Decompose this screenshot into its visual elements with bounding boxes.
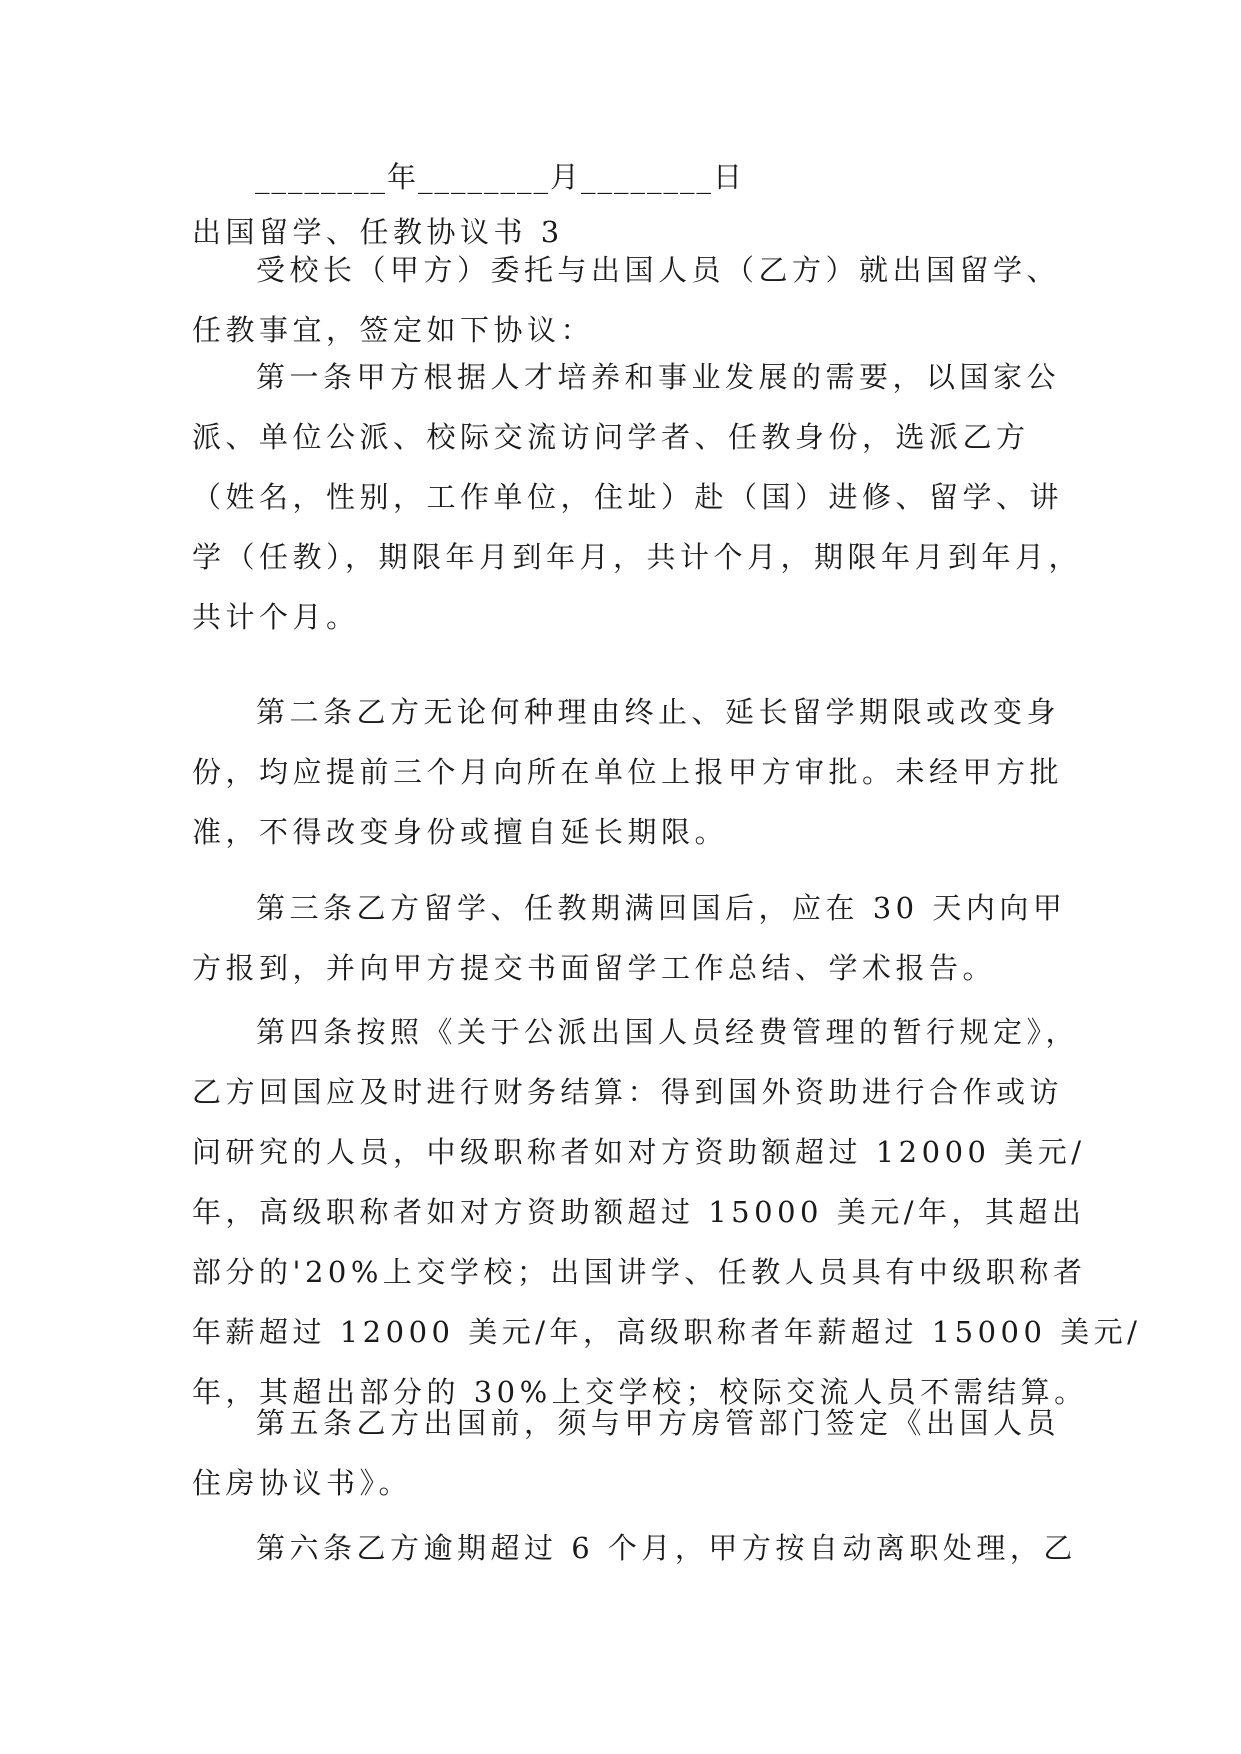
paragraph-line: 住房协议书》。 <box>192 1466 413 1500</box>
paragraph-line: 第六条乙方逾期超过 6 个月，甲方按自动离职处理，乙 <box>256 1531 1077 1565</box>
paragraph-line: 第四条按照《关于公派出国人员经费管理的暂行规定》， <box>256 1015 1080 1049</box>
signature-date-line: ________年________月________日 <box>255 160 745 194</box>
article-4-paragraph <box>192 1002 1142 1422</box>
article-6-paragraph <box>192 1518 1077 1578</box>
paragraph-line: 共计个月。 <box>192 600 360 634</box>
paragraph-line: 学（任教），期限年月到年月，共计个月，期限年月到年月， <box>192 540 1083 574</box>
paragraph-line: 年，高级职称者如对方资助额超过 15000 美元/年，其超出 <box>192 1195 1086 1229</box>
paragraph-line: 年薪超过 12000 美元/年，高级职称者年薪超过 15000 美元/ <box>192 1315 1142 1349</box>
paragraph-line: 份，均应提前三个月向所在单位上报甲方审批。未经甲方批 <box>192 755 1064 789</box>
paragraph-line: （姓名，性别，工作单位，住址）赴（国）进修、留学、讲 <box>192 480 1064 514</box>
article-5-paragraph <box>192 1393 1062 1513</box>
paragraph-line: 问研究的人员，中级职称者如对方资助额超过 12000 美元/ <box>192 1135 1086 1169</box>
article-2-paragraph <box>192 682 1062 862</box>
paragraph-line: 任教事宜，签定如下协议： <box>192 313 595 347</box>
document-title: 出国留学、任教协议书 3 <box>192 215 564 249</box>
paragraph-line: 方报到，并向甲方提交书面留学工作总结、学术报告。 <box>192 951 997 985</box>
intro-paragraph <box>192 240 1062 360</box>
paragraph-line: 第五条乙方出国前，须与甲方房管部门签定《出国人员 <box>256 1406 1061 1440</box>
paragraph-line: 第二条乙方无论何种理由终止、延长留学期限或改变身 <box>256 695 1061 729</box>
article-3-paragraph <box>192 878 1067 998</box>
article-1-paragraph <box>192 347 1083 647</box>
paragraph-line: 第一条甲方根据人才培养和事业发展的需要，以国家公 <box>256 360 1061 394</box>
paragraph-line: 第三条乙方留学、任教期满回国后，应在 30 天内向甲 <box>256 891 1067 925</box>
paragraph-line: 派、单位公派、校际交流访问学者、任教身份，选派乙方 <box>192 420 1030 454</box>
paragraph-line: 年，其超出部分的 30%上交学校；校际交流人员不需结算。 <box>192 1375 1088 1409</box>
paragraph-line: 准，不得改变身份或擅自延长期限。 <box>192 815 729 849</box>
paragraph-line: 部分的'20%上交学校；出国讲学、任教人员具有中级职称者 <box>192 1255 1087 1289</box>
paragraph-line: 受校长（甲方）委托与出国人员（乙方）就出国留学、 <box>256 253 1061 287</box>
paragraph-line: 乙方回国应及时进行财务结算：得到国外资助进行合作或访 <box>192 1075 1064 1109</box>
